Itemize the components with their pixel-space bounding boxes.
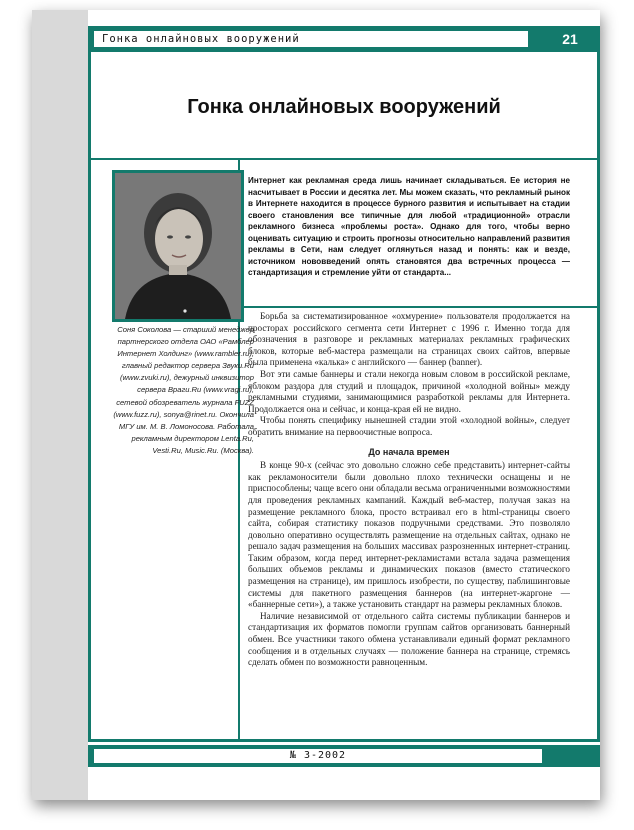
body-paragraph: Борьба за систематизированное «охмурение» пользователя продолжается на просторах российского сегмента сети Интернет с 1996 г. Именно тогда для обозначения в разговоре и рекламных материалах рекламных графических блоков, которые веб-мастера размещали на страницах своих сайтов, впервые была применена «калька» с английского — баннер (banner). xyxy=(248,311,570,368)
page-gutter xyxy=(32,10,88,800)
header-bar xyxy=(88,26,600,52)
page-number: 21 xyxy=(562,31,578,47)
running-title: Гонка онлайновых вооружений xyxy=(94,31,528,47)
body-paragraph: Наличие независимой от отдельного сайта системы публикации баннеров и стандартизация их форматов помогли группам сайтов организовать баннерный обмен. Все участники такого обмена устанавливали единый формат рекламного сообщения и в отдельных случаях — положение баннера на странице, стремясь сделать обмен по возможности равноценным. xyxy=(248,610,570,668)
issue-number: № 3-2002 xyxy=(94,749,542,763)
article-lead: Интернет как рекламная среда лишь начинает складываться. Ее история не насчитывает в России и десятка лет. Мы можем сказать, что рекламный рынок в Интернете находится в процессе бурного развития и испытывает на стадии своего становления все типичные для любой «традиционной» отрасли рекламного бизнеса «проблемы роста». Однако для того, чтобы верно оценивать ситуацию и строить прогнозы относительно направлений развития рекламы в Сети, нам следует оглянуться назад и понять: как и везде, источником нововведений опять становятся два встречных процесса — стандартизация и стремление уйти от стандарта... xyxy=(248,176,570,277)
section-heading: До начала времен xyxy=(368,446,450,457)
footer-bar xyxy=(88,745,600,767)
lead-divider xyxy=(240,306,600,308)
title-divider xyxy=(88,158,600,160)
article-title: Гонка онлайновых вооружений xyxy=(187,96,501,118)
author-photo xyxy=(112,170,244,322)
portrait-photo-icon xyxy=(115,173,241,319)
author-caption: Соня Соколова — старший менеджер партнерского отдела ОАО «Рамблер Интернет Холдинг» (www.rambler.ru), главный редактор сервера Звуки.Ru (www.zvuki.ru), дежурный инквизитор сервера Враги.Ru (www.vragi.ru), сетевой обозреватель журнала FUZZ (www.fuzz.ru), sonya@rinet.ru. Окончила МГУ им. М. В. Ломоносова. Работала рекламным директором Lenta.Ru, Vesti.Ru, Music.Ru. (Москва). xyxy=(113,325,254,455)
body-paragraph: В конце 90-х (сейчас это довольно сложно себе представить) интернет-сайты как рекламоносители были довольно плохо технически оснащены и не приспособлены; чаще всего они обладали весьма ограниченными возможностями для проведения рекламных кампаний. Каждый веб-мастер, получая заказ на размещение рекламного блока, просто встраивал его в html-страницы своего сайта, собирая статистику показов подручными средствами. Это позволяло довольно оперативно осуществлять размещение на отдельных сайтах, однако не решало задач размещения на больших массивах разрозненных интернет-страниц. Таким образом, когда перед интернет-рекламистами встала задача размещения больших объемов рекламы и динамических показов (вместо статического размещения на странице), им пришлось изобрести, по существу, паблишинговые системы для пакетного размещения баннеров (на интернет-жаргоне — «баннерные сети»), а также установить стандарт на размеры рекламных блоков. xyxy=(248,460,570,610)
magazine-page xyxy=(32,10,600,800)
body-paragraph: Вот эти самые баннеры и стали некогда новым словом в российской рекламе, яблоком раздора для студий и площадок, причиной «холодной войны» между рекламными студиями, занимающимися разработкой рекламы для Интернета. Продолжается она и сейчас, и конца-края ей не видно. xyxy=(248,368,570,414)
body-paragraph: Чтобы понять специфику нынешней стадии этой «холодной войны», следует обратить внимание на первоочистные вопроса. xyxy=(248,415,570,437)
article-body xyxy=(248,311,570,669)
